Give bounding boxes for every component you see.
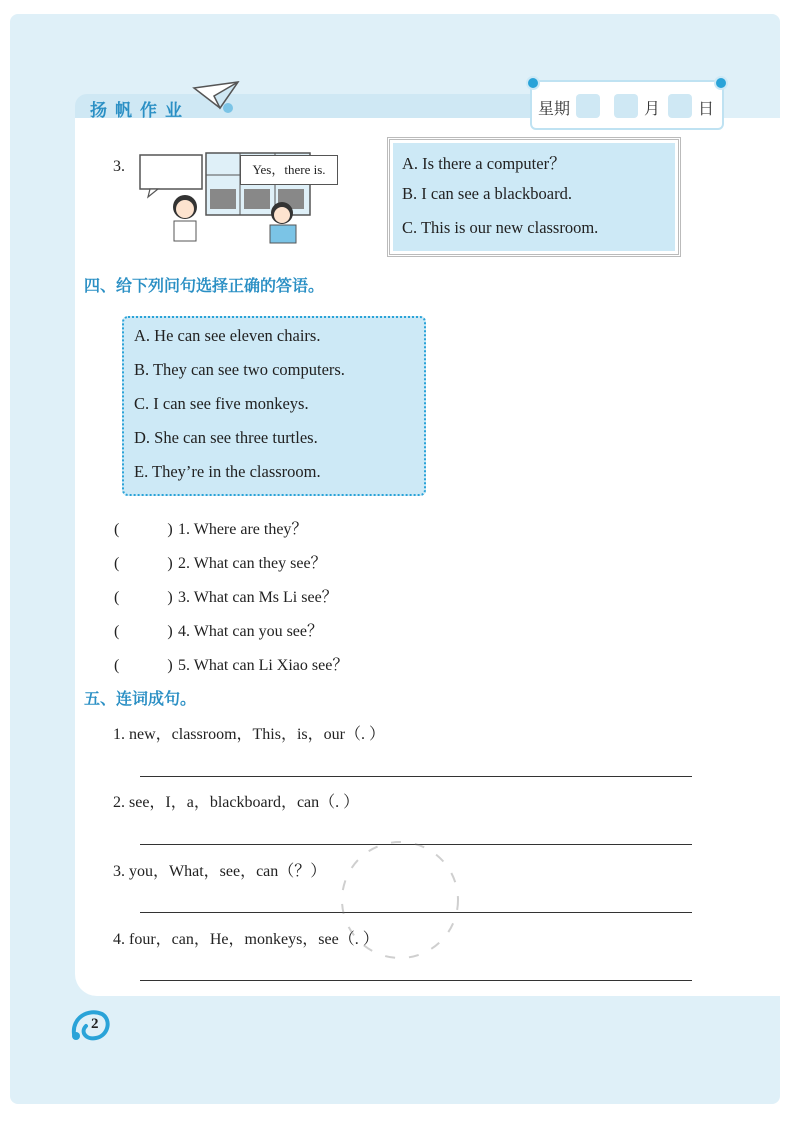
q3-option-a: A. Is there a computer？: [402, 154, 566, 173]
q3-option-b: B. I can see a blackboard.: [402, 184, 572, 203]
watermark-seal-icon: [330, 820, 470, 980]
question-3-number: 3.: [113, 158, 125, 175]
writing-line-1[interactable]: [140, 776, 692, 777]
answer-blank-4[interactable]: ( ): [114, 623, 173, 640]
reorder-item-2: 2. see，I，a，blackboard，can（. ）: [113, 794, 360, 811]
day-slot[interactable]: [668, 94, 692, 118]
week-label: 星期: [538, 99, 571, 118]
reorder-item-4: 4. four，can，He，monkeys，see（. ）: [113, 931, 379, 948]
answer-d: D. She can see three turtles.: [134, 428, 318, 447]
question-3: 3. What can Ms Li see？: [178, 589, 338, 606]
answer-b: B. They can see two computers.: [134, 360, 345, 379]
page-number: 2: [91, 1016, 99, 1032]
speech-bubble: Yes，there is.: [240, 155, 338, 185]
answer-blank-1[interactable]: ( ): [114, 521, 173, 538]
answer-blank-5[interactable]: ( ): [114, 657, 173, 674]
reorder-item-1: 1. new，classroom，This，is，our（. ）: [113, 726, 385, 743]
writing-line-4[interactable]: [140, 980, 692, 981]
question-5: 5. What can Li Xiao see？: [178, 657, 349, 674]
answer-e: E. They’re in the classroom.: [134, 462, 321, 481]
answer-blank-2[interactable]: ( ): [114, 555, 173, 572]
question-1: 1. Where are they？: [178, 521, 308, 538]
pin-icon: [714, 76, 728, 90]
date-box: [530, 80, 724, 130]
question-2: 2. What can they see？: [178, 555, 327, 572]
section-4-title: 四、给下列问句选择正确的答语。: [84, 276, 325, 295]
week-slot[interactable]: [576, 94, 600, 118]
answer-c: C. I can see five monkeys.: [134, 394, 309, 413]
month-label: 月: [644, 99, 661, 118]
paper-plane-icon: [192, 78, 242, 118]
answer-blank-3[interactable]: ( ): [114, 589, 173, 606]
month-slot[interactable]: [614, 94, 638, 118]
q3-option-c: C. This is our new classroom.: [402, 218, 599, 237]
reorder-item-3: 3. you，What，see，can（？）: [113, 863, 327, 880]
section-5-title: 五、连词成句。: [84, 689, 197, 708]
answer-a: A. He can see eleven chairs.: [134, 326, 321, 345]
question-4: 4. What can you see？: [178, 623, 323, 640]
pin-icon: [526, 76, 540, 90]
day-label: 日: [698, 99, 715, 118]
brand-title: 扬帆作业: [90, 101, 190, 121]
